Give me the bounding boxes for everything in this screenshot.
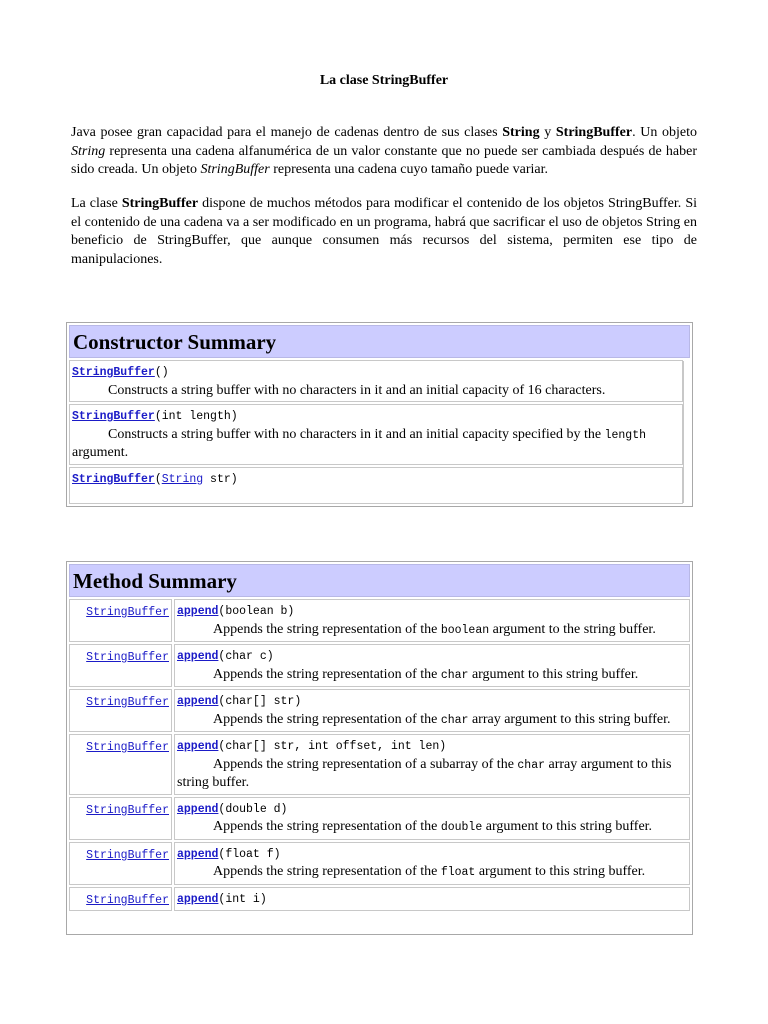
method-link[interactable]: append xyxy=(177,605,219,618)
method-signature: (char c) xyxy=(218,650,274,663)
method-signature: (boolean b) xyxy=(218,605,295,618)
method-link[interactable]: append xyxy=(177,892,219,906)
stringbuffer-paragraph xyxy=(71,195,697,269)
constructor-link[interactable]: StringBuffer xyxy=(72,366,155,379)
return-type-cell xyxy=(69,734,172,795)
page-title: La clase StringBuffer xyxy=(319,73,449,88)
constructor-signature: ( xyxy=(154,472,162,486)
desc-text: Appends the string representation of a subarray of the xyxy=(213,756,518,772)
method-signature: (char[] str) xyxy=(218,695,302,708)
method-cell xyxy=(174,842,690,885)
code-term: boolean xyxy=(440,623,490,637)
desc-text: array argument to this string buffer. xyxy=(468,711,671,727)
method-summary-heading: Method Summary xyxy=(69,564,690,597)
method-cell xyxy=(174,689,690,732)
method-row xyxy=(69,842,690,885)
method-cell xyxy=(174,887,690,912)
text: representa una cadena cuyo tamaño puede variar. xyxy=(269,162,549,177)
return-type-link[interactable]: StringBuffer xyxy=(86,741,169,754)
method-row xyxy=(69,689,690,732)
return-type-cell xyxy=(69,689,172,732)
text: Java posee gran capacidad para el manejo de cadenas dentro de sus clases xyxy=(71,125,503,140)
constructor-row xyxy=(69,360,683,402)
intro-paragraph xyxy=(71,124,697,180)
return-type-link[interactable]: StringBuffer xyxy=(86,651,169,664)
method-link[interactable]: append xyxy=(177,695,219,708)
bold-term: StringBuffer xyxy=(555,125,633,140)
method-cell xyxy=(174,644,690,687)
return-type-cell xyxy=(69,887,172,912)
desc-text: argument to the string buffer. xyxy=(489,621,656,637)
constructor-signature: str) xyxy=(203,472,238,486)
type-link[interactable]: String xyxy=(161,472,204,486)
desc-text: argument. xyxy=(72,445,129,460)
code-term: float xyxy=(440,866,476,879)
method-link[interactable]: append xyxy=(177,650,219,663)
method-signature: (float f) xyxy=(218,847,281,861)
return-type-cell xyxy=(69,797,172,840)
method-cell xyxy=(174,599,690,642)
desc-text: Appends the string representation of the xyxy=(213,666,441,682)
return-type-cell xyxy=(69,644,172,687)
method-row xyxy=(69,887,690,912)
code-term: char xyxy=(440,668,469,682)
method-description xyxy=(177,757,672,791)
code-term: char xyxy=(440,713,469,727)
method-link[interactable]: append xyxy=(177,847,219,861)
text: . Un objeto xyxy=(632,125,697,140)
bold-term: StringBuffer xyxy=(121,196,199,211)
constructor-signature: (int length) xyxy=(154,410,238,423)
method-row xyxy=(69,644,690,687)
constructor-link[interactable]: StringBuffer xyxy=(72,472,155,486)
method-summary-table xyxy=(66,561,693,935)
method-description xyxy=(177,864,645,879)
desc-text: argument to this string buffer. xyxy=(482,819,653,834)
return-type-cell xyxy=(69,599,172,642)
text: y xyxy=(539,125,556,140)
code-term: length xyxy=(604,428,647,442)
bold-term: String xyxy=(502,125,540,140)
method-cell xyxy=(174,734,690,795)
italic-term: StringBuffer xyxy=(200,162,270,177)
return-type-link[interactable]: StringBuffer xyxy=(86,893,169,907)
desc-text: argument to this string buffer. xyxy=(468,666,639,682)
method-row xyxy=(69,734,690,795)
method-description xyxy=(177,819,652,834)
return-type-link[interactable]: StringBuffer xyxy=(86,606,169,619)
constructor-row xyxy=(69,404,683,465)
text: La clase xyxy=(71,196,122,211)
constructor-description xyxy=(72,383,605,398)
constructor-signature: () xyxy=(154,366,169,379)
method-signature: (int i) xyxy=(218,892,267,906)
return-type-link[interactable]: StringBuffer xyxy=(86,848,169,862)
text: representa una cadena alfanumérica de un valor constante que no puede ser cambiada después de haber sido creada. Un objeto xyxy=(71,143,697,177)
desc-text: array argument to this string buffer. xyxy=(177,756,672,790)
code-term: char xyxy=(517,758,546,772)
constructor-description xyxy=(72,427,646,461)
desc-text: Appends the string representation of the xyxy=(213,819,441,834)
desc-text: Constructs a string buffer with no characters in it and an initial capacity of 16 characters. xyxy=(108,382,606,398)
desc-text: Appends the string representation of the xyxy=(213,864,441,879)
italic-term: String xyxy=(71,143,106,159)
text: dispone de muchos métodos para modificar el contenido de los objetos StringBuffer. Si el contenido de una cadena va a ser modificado en un programa, habrá que sacrificar el uso de objetos String en beneficio de StringBuffer, que aunque consumen más recursos del sistema, permiten ese tipo de manipulaciones. xyxy=(71,196,697,267)
method-link[interactable]: append xyxy=(177,740,219,753)
method-description xyxy=(177,667,638,682)
constructor-row xyxy=(69,467,683,504)
method-description xyxy=(177,712,671,727)
method-description xyxy=(177,622,656,637)
method-row xyxy=(69,797,690,840)
method-signature: (char[] str, int offset, int len) xyxy=(218,740,447,753)
constructor-link[interactable]: StringBuffer xyxy=(72,410,155,423)
desc-text: Appends the string representation of the xyxy=(213,621,441,637)
constructor-summary-table xyxy=(66,322,693,507)
desc-text: Appends the string representation of the xyxy=(213,711,441,727)
constructor-summary-heading: Constructor Summary xyxy=(69,325,690,358)
return-type-cell xyxy=(69,842,172,885)
desc-text: argument to this string buffer. xyxy=(475,864,646,879)
method-cell xyxy=(174,797,690,840)
return-type-link[interactable]: StringBuffer xyxy=(86,803,169,817)
return-type-link[interactable]: StringBuffer xyxy=(86,696,169,709)
code-term: double xyxy=(440,821,483,834)
table-edge xyxy=(683,361,689,503)
method-signature: (double d) xyxy=(218,802,288,816)
desc-text: Constructs a string buffer with no characters in it and an initial capacity specified by the xyxy=(108,426,605,442)
method-link[interactable]: append xyxy=(177,802,219,816)
method-row xyxy=(69,599,690,642)
